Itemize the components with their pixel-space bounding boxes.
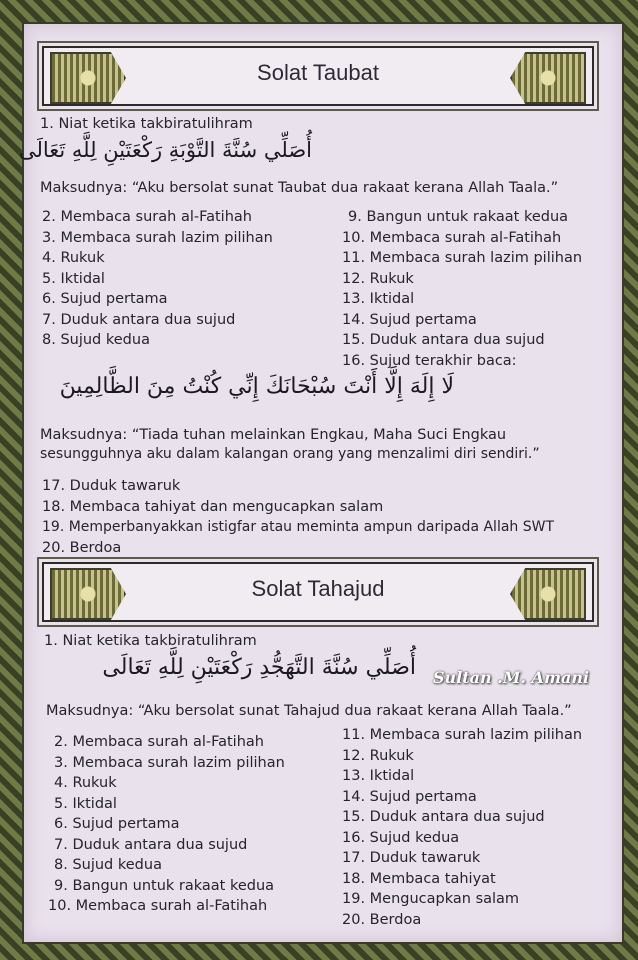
taubat-steps-right xyxy=(342,207,582,371)
list-item: 2. Membaca surah al-Fatihah xyxy=(54,734,264,750)
list-item: 5. Iktidal xyxy=(54,795,117,812)
tahajud-steps-left xyxy=(48,732,285,917)
list-item: 19. Memperbanyakkan istigfar atau meminta ampun daripada Allah SWT xyxy=(42,519,555,535)
tahajud-title-banner xyxy=(42,562,594,622)
list-item: 18. Membaca tahiyat xyxy=(342,870,496,887)
taubat-niat-label: 1. Niat ketika takbiratulihram xyxy=(40,116,253,132)
list-item: 6. Sujud pertama xyxy=(54,816,180,832)
list-item: 20. Berdoa xyxy=(342,911,422,928)
list-item: 12. Rukuk xyxy=(342,270,414,287)
list-item: 11. Membaca surah lazim pilihan xyxy=(342,727,583,743)
taubat-niat-meaning: Maksudnya: “Aku bersolat sunat Taubat dua rakaat kerana Allah Taala.” xyxy=(40,180,559,196)
list-item: 9. Bangun untuk rakaat kedua xyxy=(348,209,569,225)
list-item: 9. Bangun untuk rakaat kedua xyxy=(54,877,275,894)
taubat-doa-meaning-line2: sesungguhnya aku dalam kalangan orang yang menzalimi diri sendiri.” xyxy=(40,446,540,462)
list-item: 17. Duduk tawaruk xyxy=(42,478,181,494)
list-item: 3. Membaca surah lazim pilihan xyxy=(42,229,273,246)
list-item: 15. Duduk antara dua sujud xyxy=(342,332,545,348)
list-item: 13. Iktidal xyxy=(342,768,415,784)
tahajud-niat-meaning: Maksudnya: “Aku bersolat sunat Tahajud dua rakaat kerana Allah Taala.” xyxy=(46,703,572,719)
banner-ornament-icon xyxy=(50,52,126,104)
taubat-steps-bottom xyxy=(42,476,554,558)
tahajud-title: Solat Tahajud xyxy=(251,576,385,601)
list-item: 14. Sujud pertama xyxy=(342,311,477,328)
list-item: 20. Berdoa xyxy=(42,539,122,556)
list-item: 7. Duduk antara dua sujud xyxy=(42,311,236,328)
banner-ornament-icon xyxy=(50,568,126,620)
list-item: 16. Sujud terakhir baca: xyxy=(342,352,517,369)
banner-ornament-icon xyxy=(510,52,586,104)
list-item: 10. Membaca surah al-Fatihah xyxy=(48,898,268,914)
taubat-title: Solat Taubat xyxy=(257,60,379,85)
watermark-signature: Sultan .M. Amani xyxy=(433,668,590,687)
list-item: 4. Rukuk xyxy=(42,250,105,266)
list-item: 13. Iktidal xyxy=(342,291,415,307)
list-item: 15. Duduk antara dua sujud xyxy=(342,809,545,825)
list-item: 16. Sujud kedua xyxy=(342,829,460,846)
taubat-title-banner xyxy=(42,46,594,106)
list-item: 18. Membaca tahiyat dan mengucapkan salam xyxy=(42,498,384,515)
list-item: 8. Sujud kedua xyxy=(54,857,162,873)
list-item: 12. Rukuk xyxy=(342,747,414,764)
list-item: 2. Membaca surah al-Fatihah xyxy=(42,209,252,225)
tahajud-steps-right xyxy=(342,725,582,930)
list-item: 7. Duduk antara dua sujud xyxy=(54,836,248,853)
tahajud-niat-arabic: أُصَلِّي سُنَّةَ التَّهَجُّدِ رَكْعَتَيْنِ لِلَّهِ تَعَالَى xyxy=(102,655,416,680)
list-item: 3. Membaca surah lazim pilihan xyxy=(54,754,285,771)
list-item: 17. Duduk tawaruk xyxy=(342,850,481,866)
list-item: 11. Membaca surah lazim pilihan xyxy=(342,250,583,266)
taubat-niat-arabic: أُصَلِّي سُنَّةَ التَّوْبَةِ رَكْعَتَيْنِ لِلَّهِ تَعَالَى xyxy=(18,138,312,162)
taubat-steps-left xyxy=(42,207,273,351)
taubat-doa-arabic: لَا إِلَهَ إِلَّا أَنْتَ سُبْحَانَكَ إِنِّي كُنْتُ مِنَ الظَّالِمِينَ xyxy=(59,374,454,399)
tahajud-niat-label: 1. Niat ketika takbiratulihram xyxy=(44,633,257,649)
list-item: 14. Sujud pertama xyxy=(342,788,477,805)
taubat-doa-meaning-line1: Maksudnya: “Tiada tuhan melainkan Engkau, Maha Suci Engkau xyxy=(40,427,507,443)
list-item: 4. Rukuk xyxy=(54,775,117,791)
list-item: 5. Iktidal xyxy=(42,270,105,287)
banner-ornament-icon xyxy=(510,568,586,620)
list-item: 8. Sujud kedua xyxy=(42,332,150,348)
list-item: 6. Sujud pertama xyxy=(42,291,168,307)
list-item: 10. Membaca surah al-Fatihah xyxy=(342,229,562,246)
list-item: 19. Mengucapkan salam xyxy=(342,891,520,907)
